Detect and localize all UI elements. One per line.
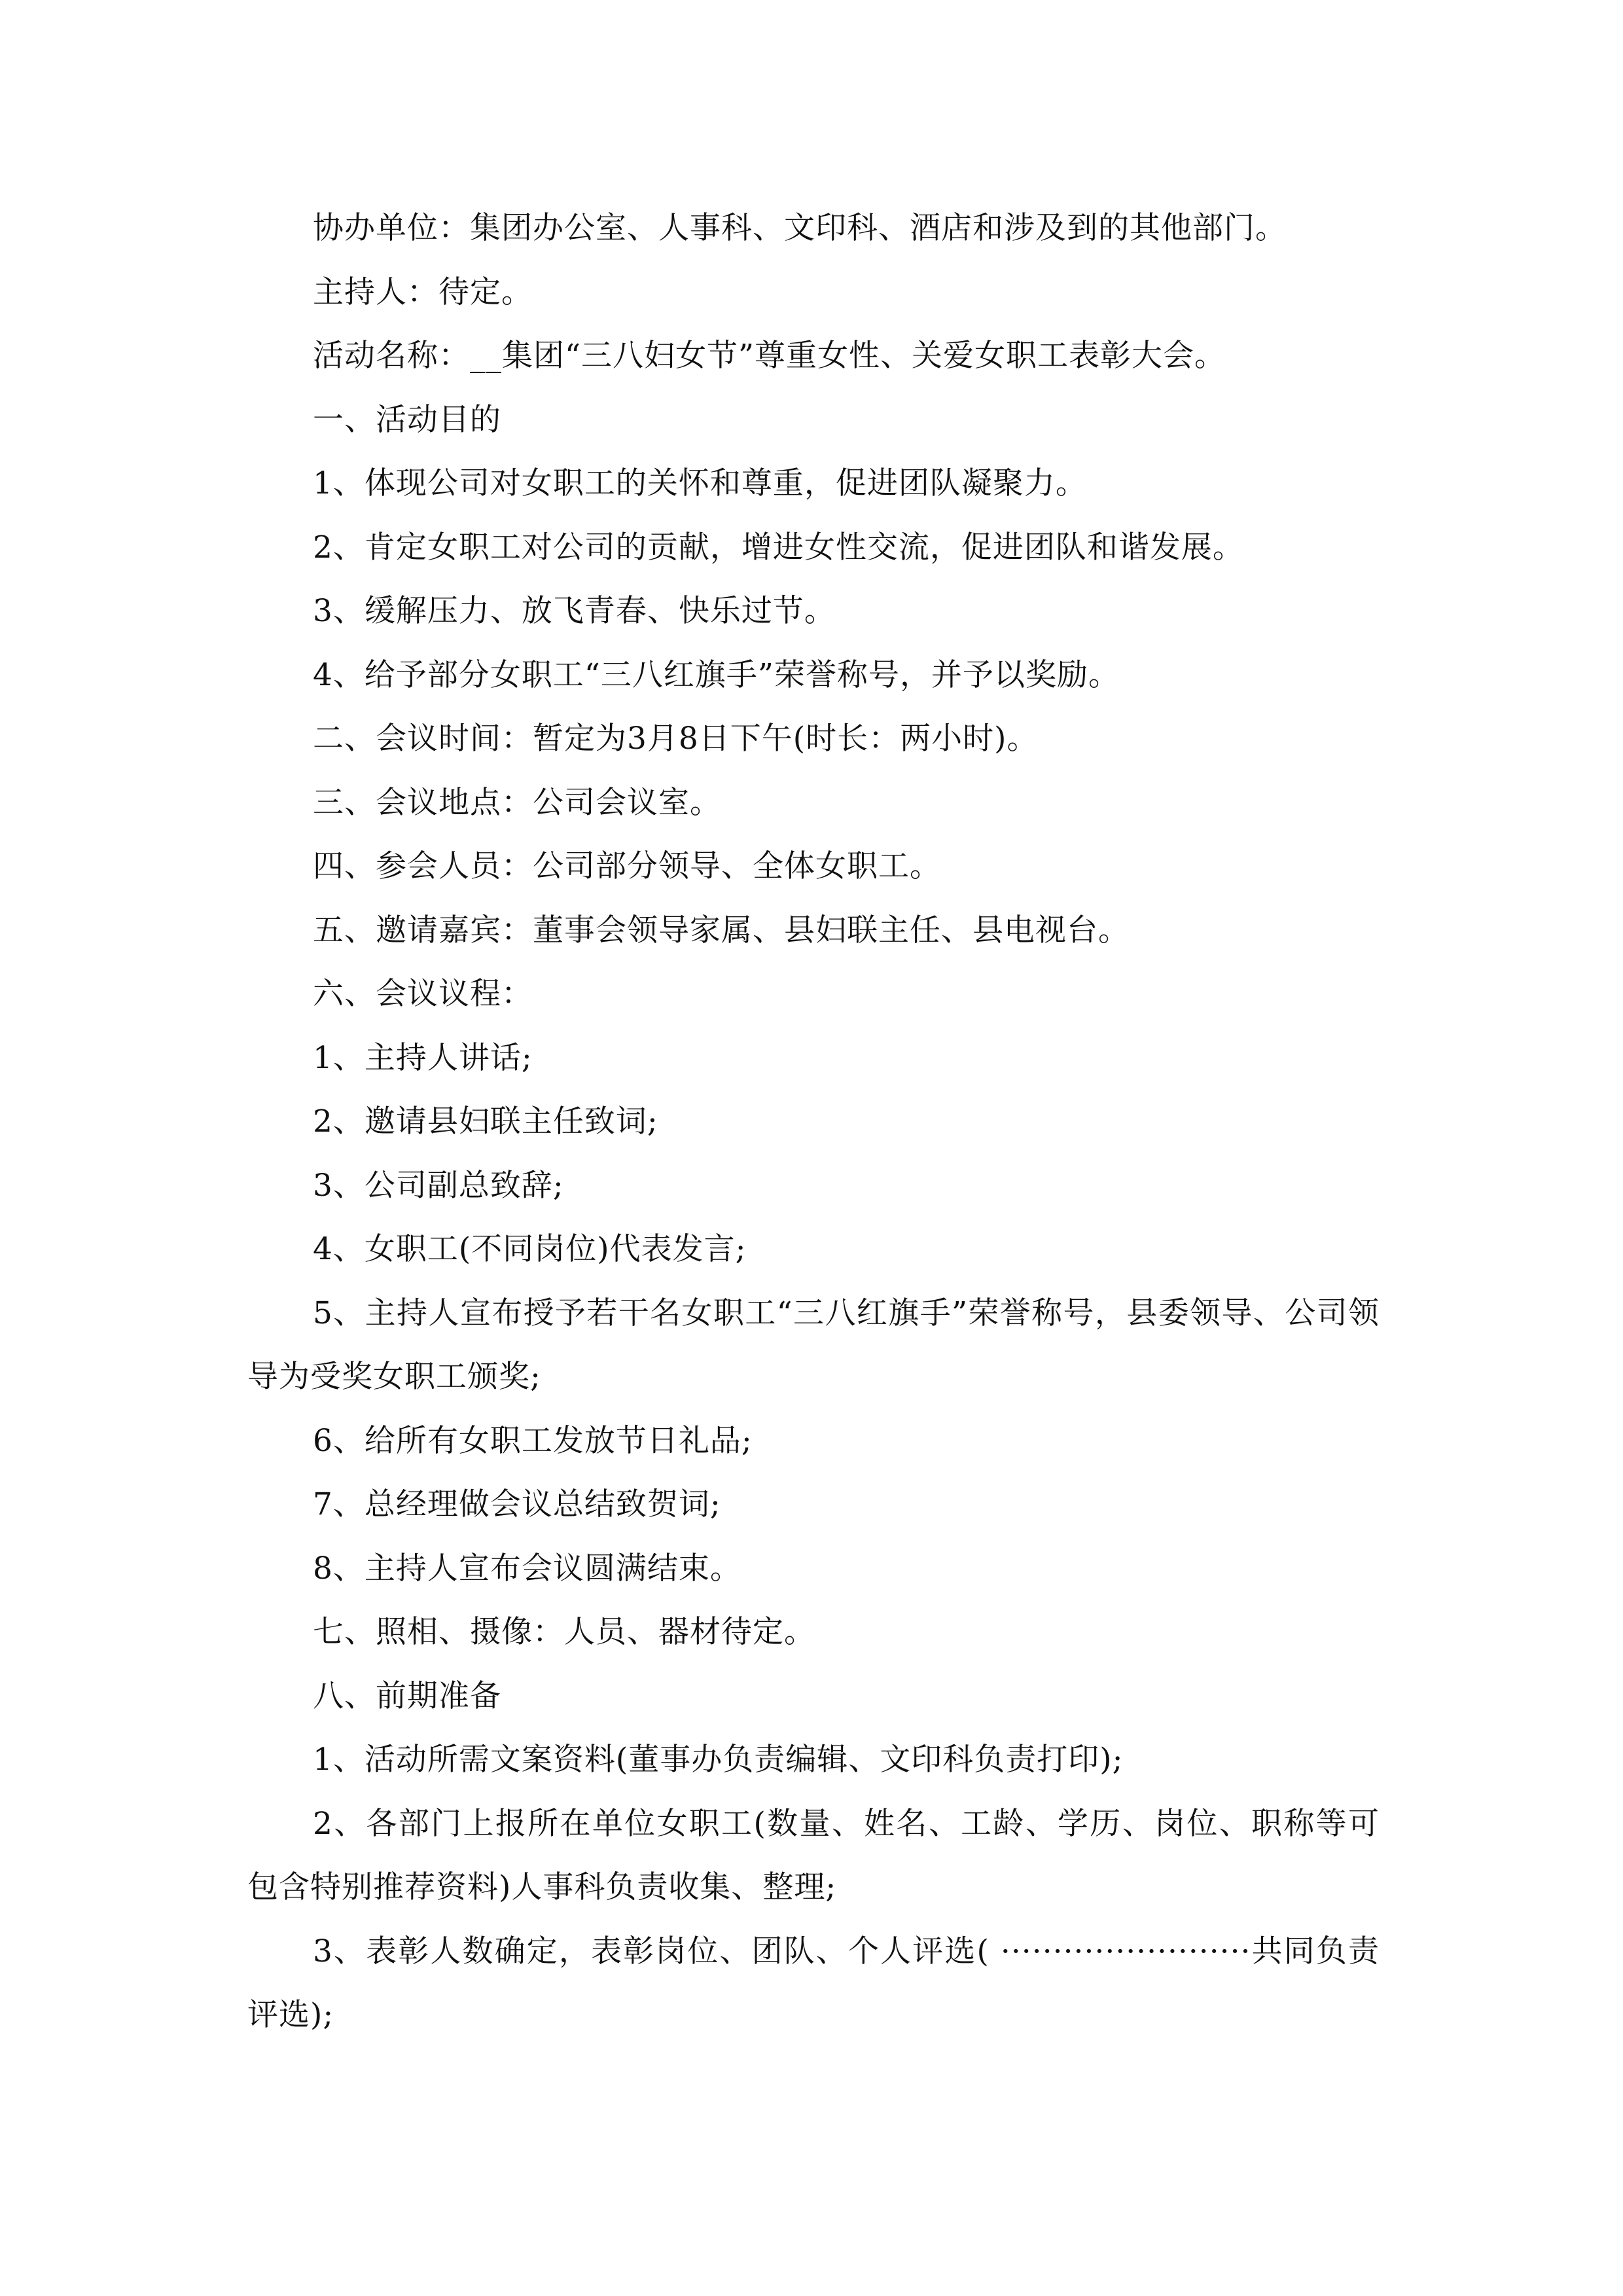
paragraph-host: 主持人：待定。 xyxy=(313,274,533,310)
purpose-item: 2、肯定女职工对公司的贡献，增进女性交流，促进团队和谐发展。 xyxy=(313,529,1244,565)
paragraph-co-organizers: 协办单位：集团办公室、人事科、文印科、酒店和涉及到的其他部门。 xyxy=(313,210,1287,246)
preparation-item: 3、表彰人数确定，表彰岗位、团队、个人评选( ························共同负责评选); xyxy=(247,1933,1380,2033)
document-body xyxy=(247,196,1380,2047)
section-meeting-location: 三、会议地点：公司会议室。 xyxy=(313,784,721,821)
agenda-item: 2、邀请县妇联主任致词; xyxy=(313,1103,658,1139)
purpose-item: 4、给予部分女职工“三八红旗手”荣誉称号，并予以奖励。 xyxy=(313,656,1120,693)
section-photography: 七、照相、摄像：人员、器材待定。 xyxy=(313,1614,815,1650)
agenda-item: 6、给所有女职工发放节日礼品; xyxy=(313,1422,753,1459)
section-heading-agenda: 六、会议议程： xyxy=(313,976,533,1012)
preparation-item: 2、各部门上报所在单位女职工(数量、姓名、工龄、学历、岗位、职称等可包含特别推荐资料)人事科负责收集、整理; xyxy=(247,1805,1380,1905)
agenda-item: 1、主持人讲话; xyxy=(313,1039,533,1076)
agenda-item: 4、女职工(不同岗位)代表发言; xyxy=(313,1231,747,1267)
section-heading-preparation: 八、前期准备 xyxy=(313,1677,501,1714)
purpose-item: 1、体现公司对女职工的关怀和尊重，促进团队凝聚力。 xyxy=(313,465,1087,501)
agenda-item: 3、公司副总致辞; xyxy=(313,1167,564,1204)
section-attendees: 四、参会人员：公司部分领导、全体女职工。 xyxy=(313,848,941,884)
section-heading-purpose: 一、活动目的 xyxy=(313,401,501,438)
preparation-item: 1、活动所需文案资料(董事办负责编辑、文印科负责打印); xyxy=(313,1742,1124,1778)
section-guests: 五、邀请嘉宾：董事会领导家属、县妇联主任、县电视台。 xyxy=(313,912,1130,948)
agenda-item: 7、总经理做会议总结致贺词; xyxy=(313,1486,721,1522)
section-meeting-time: 二、会议时间：暂定为3月8日下午(时长：两小时)。 xyxy=(313,721,1039,757)
agenda-item: 5、主持人宣布授予若干名女职工“三八红旗手”荣誉称号，县委领导、公司领导为受奖女职工颁奖; xyxy=(247,1295,1380,1395)
purpose-item: 3、缓解压力、放飞青春、快乐过节。 xyxy=(313,593,836,629)
paragraph-event-name: 活动名称：__集团“三八妇女节”尊重女性、关爱女职工表彰大会。 xyxy=(313,338,1226,374)
agenda-item: 8、主持人宣布会议圆满结束。 xyxy=(313,1550,741,1587)
